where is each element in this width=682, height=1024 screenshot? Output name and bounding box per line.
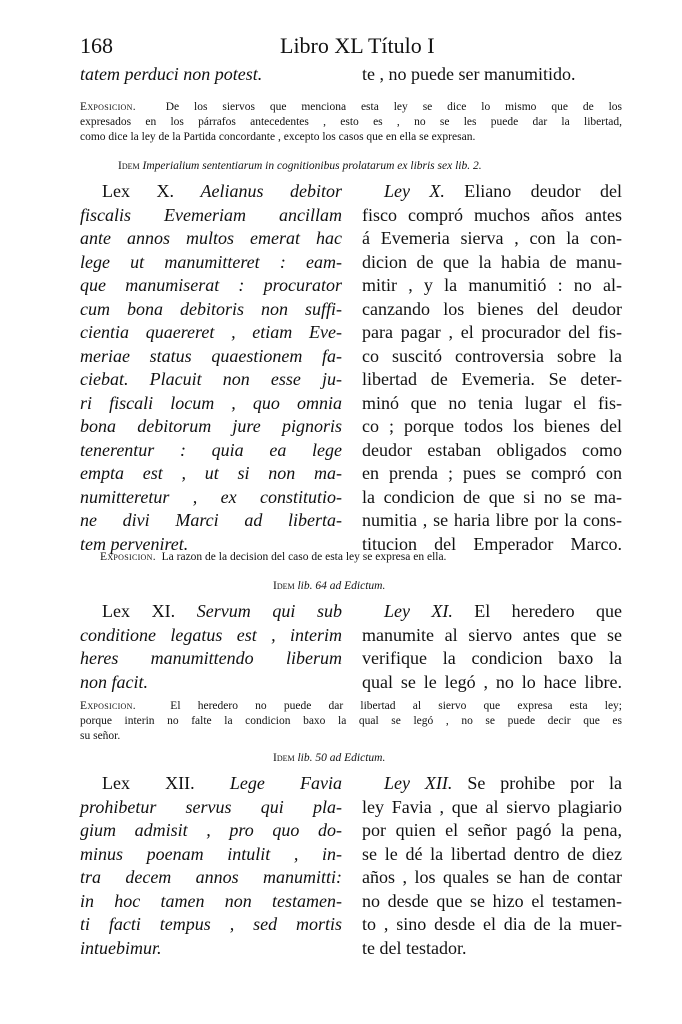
- lex-number: Lex XII.: [102, 773, 195, 793]
- latin-line: Lex X. Aelianus debitor: [102, 181, 343, 201]
- spanish-continuation: te , no puede ser manumitido.: [362, 64, 576, 84]
- spanish-line: minó que no tenia lugar el fis-: [362, 392, 622, 413]
- lex-number: Lex XI.: [102, 601, 176, 621]
- idem-label: Idem: [273, 752, 295, 764]
- spanish-column-ley-12: [362, 772, 622, 960]
- spanish-line: verifique la condicion baxo la: [362, 648, 622, 668]
- exposicion-note: [80, 100, 622, 145]
- source-text: lib. 50 ad Edictum.: [297, 752, 386, 764]
- spanish-line: no desde que se hizo el testamen-: [362, 890, 622, 911]
- latin-line: heres manumittendo liberum: [80, 648, 342, 668]
- ley-number: Ley XII.: [384, 773, 453, 793]
- latin-line: meriae status quaestionem fa-: [80, 345, 342, 366]
- spanish-line: mitir , y la manumitió : no al-: [362, 275, 622, 295]
- latin-line: numitteretur , ex constitutio-: [80, 486, 342, 507]
- source-text: Imperialium sententiarum in cognitionibus prolatarum ex libris sex lib. 2.: [142, 160, 482, 172]
- source-citation: [273, 752, 385, 764]
- latin-continuation: tatem perduci non potest.: [80, 64, 263, 84]
- spanish-line: deudor estaban obligados como: [362, 439, 622, 460]
- latin-line: in hoc tamen non testamen-: [80, 890, 342, 911]
- exposicion-label: Exposicion.: [80, 700, 136, 712]
- latin-line: gium admisit , pro quo do-: [80, 820, 342, 840]
- idem-label: Idem: [273, 580, 295, 592]
- exposicion-label: Exposicion.: [100, 551, 156, 563]
- latin-line: bona debitorum jure pignoris: [80, 416, 342, 436]
- exposicion-line: porque interin no falte la condicion baxo la qual se legó , no se puede decir que es: [80, 715, 622, 727]
- spanish-line: titucion del Emperador Marco.: [362, 533, 622, 554]
- source-citation: [118, 160, 482, 172]
- spanish-line: para pagar , el procurador del fis-: [362, 322, 622, 342]
- latin-line: que manumiserat : procurator: [80, 275, 342, 295]
- source-text: lib. 64 ad Edictum.: [297, 580, 386, 592]
- spanish-line: se le dé la libertad dentro de diez: [362, 843, 622, 864]
- exposicion-line: como dice la ley de la Partida concordante , excepto los casos que en ella se expresan.: [80, 131, 476, 143]
- latin-column-lex-11: [80, 600, 342, 694]
- latin-line: cum bona debitoris non suffi-: [80, 298, 342, 319]
- latin-line: Lex XII. Lege Favia: [102, 773, 342, 793]
- spanish-line: qual se le legó , no lo hace libre.: [362, 671, 622, 692]
- exposicion-line: su señor.: [80, 730, 121, 742]
- spanish-line: to , sino desde el dia de la muer-: [362, 914, 622, 934]
- latin-line: ri fiscali locum , quo omnia: [80, 392, 342, 413]
- ley-number: Ley XI.: [384, 601, 453, 621]
- latin-line: minus poenam intulit , in-: [80, 843, 342, 864]
- spanish-line: canzando los bienes del deudor: [362, 298, 622, 319]
- lex-number: Lex X.: [102, 181, 174, 201]
- exposicion-line: Exposicion. La razon de la decision del caso de esta ley se expresa en ella.: [100, 551, 447, 563]
- spanish-column-ley-10: [362, 180, 622, 556]
- spanish-line: libertad de Evemeria. Se deter-: [362, 369, 622, 389]
- latin-line: ciebat. Placuit non esse ju-: [80, 369, 342, 389]
- spanish-line: Ley X. Eliano deudor del: [384, 181, 622, 201]
- spanish-line: dicion de que la habia de manu-: [362, 251, 622, 272]
- exposicion-note: [80, 699, 622, 744]
- latin-column-lex-12: [80, 772, 342, 960]
- latin-line: tenerentur : quia ea lege: [80, 439, 342, 460]
- latin-line: tra decem annos manumitti:: [80, 867, 342, 887]
- spanish-line: en prenda ; pues se compró con: [362, 463, 622, 483]
- latin-line: Lex XI. Servum qui sub: [102, 601, 342, 621]
- exposicion-label: Exposicion.: [80, 101, 136, 113]
- latin-line: ti facti tempus , sed mortis: [80, 914, 342, 934]
- latin-line: intuebimur.: [80, 937, 162, 958]
- running-title: Libro XL Título I: [280, 33, 435, 58]
- latin-line: ante annos multos emerat hac: [80, 228, 342, 248]
- exposicion-line: Exposicion. El heredero no puede dar libertad al siervo que expresa esta ley;: [80, 700, 623, 712]
- spanish-line: ley Favia , que al siervo plagiario: [362, 796, 622, 817]
- exposicion-note: [100, 550, 446, 565]
- page-number: 168: [80, 33, 113, 58]
- spanish-line: fisco compró muchos años antes: [362, 204, 622, 225]
- spanish-line: numitia , se haria libre por la cons-: [362, 510, 622, 530]
- spanish-line: manumite al siervo antes que se: [362, 624, 622, 645]
- exposicion-line: Exposicion. De los siervos que menciona esta ley se dice lo mismo que de los: [80, 101, 623, 113]
- latin-line: cientia quaereret , etiam Eve-: [80, 322, 342, 342]
- latin-line: empta est , ut si non ma-: [80, 463, 342, 483]
- latin-line: tem perveniret.: [80, 533, 189, 554]
- idem-label: Idem: [118, 160, 140, 172]
- latin-line: ne divi Marci ad liberta-: [80, 510, 342, 530]
- spanish-line: por quien el señor pagó la pena,: [362, 820, 622, 840]
- exposicion-line: expresados en los párrafos antecedentes , esto es , no se les puede dar la libertad,: [80, 116, 622, 128]
- ley-number: Ley X.: [384, 181, 445, 201]
- source-citation: [273, 580, 385, 592]
- spanish-line: te del testador.: [362, 937, 467, 958]
- spanish-line: la condicion de que si no se ma-: [362, 486, 622, 507]
- latin-column-lex-10: [80, 180, 342, 556]
- spanish-line: co ; porque todos los bienes del: [362, 416, 622, 436]
- spanish-line: Ley XI. El heredero que: [384, 601, 622, 621]
- latin-line: non facit.: [80, 671, 148, 692]
- spanish-line: co suscitó controversia sobre la: [362, 345, 622, 366]
- spanish-line: á Evemeria sierva , con la con-: [362, 228, 622, 248]
- latin-line: fiscalis Evemeriam ancillam: [80, 204, 342, 225]
- spanish-line: años , los quales se han de contar: [362, 867, 622, 887]
- latin-line: prohibetur servus qui pla-: [80, 796, 342, 817]
- latin-line: conditione legatus est , interim: [80, 624, 342, 645]
- spanish-line: Ley XII. Se prohibe por la: [384, 773, 623, 793]
- spanish-column-ley-11: [362, 600, 622, 694]
- latin-line: lege ut manumitteret : eam-: [80, 251, 342, 272]
